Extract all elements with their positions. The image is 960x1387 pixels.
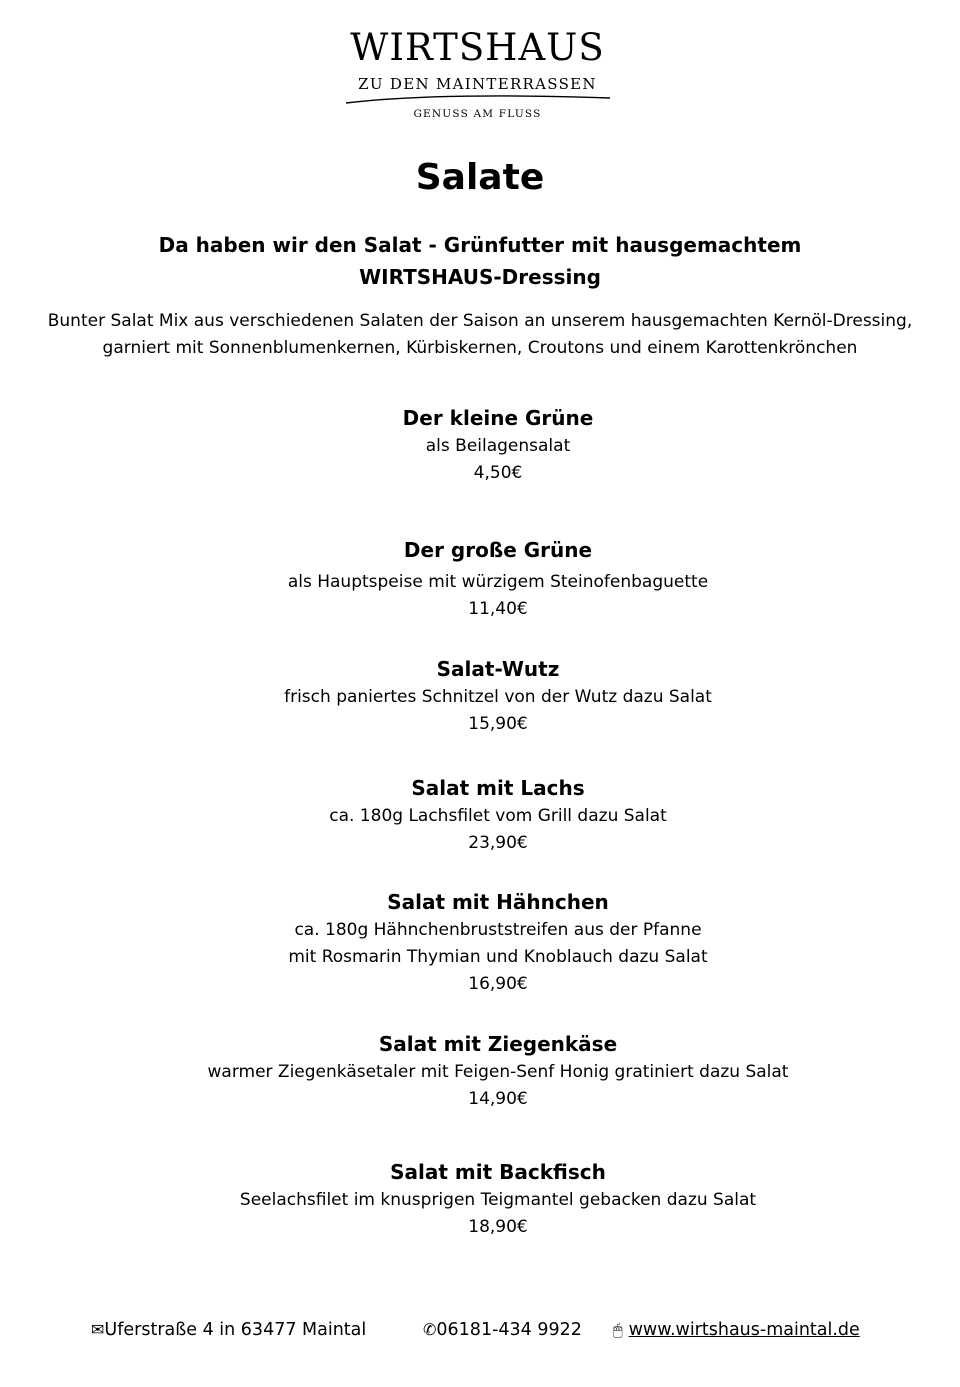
phone-icon: ✆ bbox=[423, 1320, 437, 1339]
menu-item-der-grosse-gruene bbox=[0, 536, 960, 623]
item-price: 4,50€ bbox=[473, 463, 523, 483]
mouse-icon: 🖱 bbox=[613, 1320, 623, 1339]
item-description: mit Rosmarin Thymian und Knoblauch dazu Salat bbox=[288, 947, 708, 967]
logo-sub-text: ZU DEN MAINTERRASSEN bbox=[358, 75, 597, 93]
section-desc-line2: garniert mit Sonnenblumenkernen, Kürbiskernen, Croutons und einem Karottenkrönchen bbox=[102, 338, 858, 358]
item-price: 16,90€ bbox=[468, 974, 528, 994]
logo-tagline: GENUSS AM FLUSS bbox=[413, 108, 542, 120]
footer-phone bbox=[423, 1316, 582, 1344]
menu-item-salat-mit-haehnchen bbox=[0, 888, 960, 998]
item-price: 11,40€ bbox=[468, 599, 528, 619]
section-heading-line2: WIRTSHAUS-Dressing bbox=[359, 265, 601, 289]
menu-item-salat-mit-ziegenkaese bbox=[0, 1030, 960, 1113]
item-description: frisch paniertes Schnitzel von der Wutz dazu Salat bbox=[284, 687, 712, 707]
menu-item-salat-mit-backfisch bbox=[0, 1158, 960, 1241]
item-description: warmer Ziegenkäsetaler mit Feigen-Senf Honig gratiniert dazu Salat bbox=[207, 1062, 789, 1082]
footer bbox=[0, 1316, 960, 1344]
item-description: ca. 180g Lachsfilet vom Grill dazu Salat bbox=[329, 806, 667, 826]
menu-item-salat-wutz bbox=[0, 655, 960, 738]
item-description: Seelachsfilet im knusprigen Teigmantel gebacken dazu Salat bbox=[239, 1190, 757, 1210]
section-heading bbox=[0, 229, 960, 293]
item-name: Salat mit Lachs bbox=[411, 776, 585, 800]
logo-main-text: WIRTSHAUS bbox=[350, 26, 605, 69]
item-name: Salat mit Backfisch bbox=[390, 1160, 606, 1184]
logo bbox=[340, 22, 615, 122]
item-name: Salat-Wutz bbox=[436, 657, 560, 681]
logo-swoosh bbox=[344, 94, 612, 106]
item-name: Der große Grüne bbox=[403, 538, 593, 562]
page-title: Salate bbox=[415, 157, 545, 198]
item-name: Der kleine Grüne bbox=[402, 406, 594, 430]
section-description bbox=[0, 308, 960, 362]
menu-item-der-kleine-gruene bbox=[0, 404, 960, 487]
section-desc-line1: Bunter Salat Mix aus verschiedenen Salaten der Saison an unserem hausgemachten Kernöl-Dressing, bbox=[47, 311, 913, 331]
website-link[interactable]: www.wirtshaus-maintal.de bbox=[628, 1320, 860, 1340]
footer-address bbox=[91, 1316, 366, 1344]
item-description: als Beilagensalat bbox=[425, 436, 571, 456]
footer-website bbox=[613, 1316, 860, 1344]
item-price: 18,90€ bbox=[468, 1217, 528, 1237]
item-name: Salat mit Ziegenkäse bbox=[378, 1032, 618, 1056]
phone-text[interactable]: 06181-434 9922 bbox=[436, 1320, 582, 1340]
item-description: als Hauptspeise mit würzigem Steinofenbaguette bbox=[287, 572, 709, 592]
menu-item-salat-mit-lachs bbox=[0, 774, 960, 857]
envelope-icon: ✉ bbox=[91, 1320, 105, 1339]
item-name: Salat mit Hähnchen bbox=[387, 890, 609, 914]
address-text: Uferstraße 4 in 63477 Maintal bbox=[104, 1320, 367, 1340]
item-description: ca. 180g Hähnchenbruststreifen aus der Pfanne bbox=[294, 920, 702, 940]
item-price: 23,90€ bbox=[468, 833, 528, 853]
item-price: 14,90€ bbox=[468, 1089, 528, 1109]
section-heading-line1: Da haben wir den Salat - Grünfutter mit hausgemachtem bbox=[158, 233, 802, 257]
item-price: 15,90€ bbox=[468, 714, 528, 734]
